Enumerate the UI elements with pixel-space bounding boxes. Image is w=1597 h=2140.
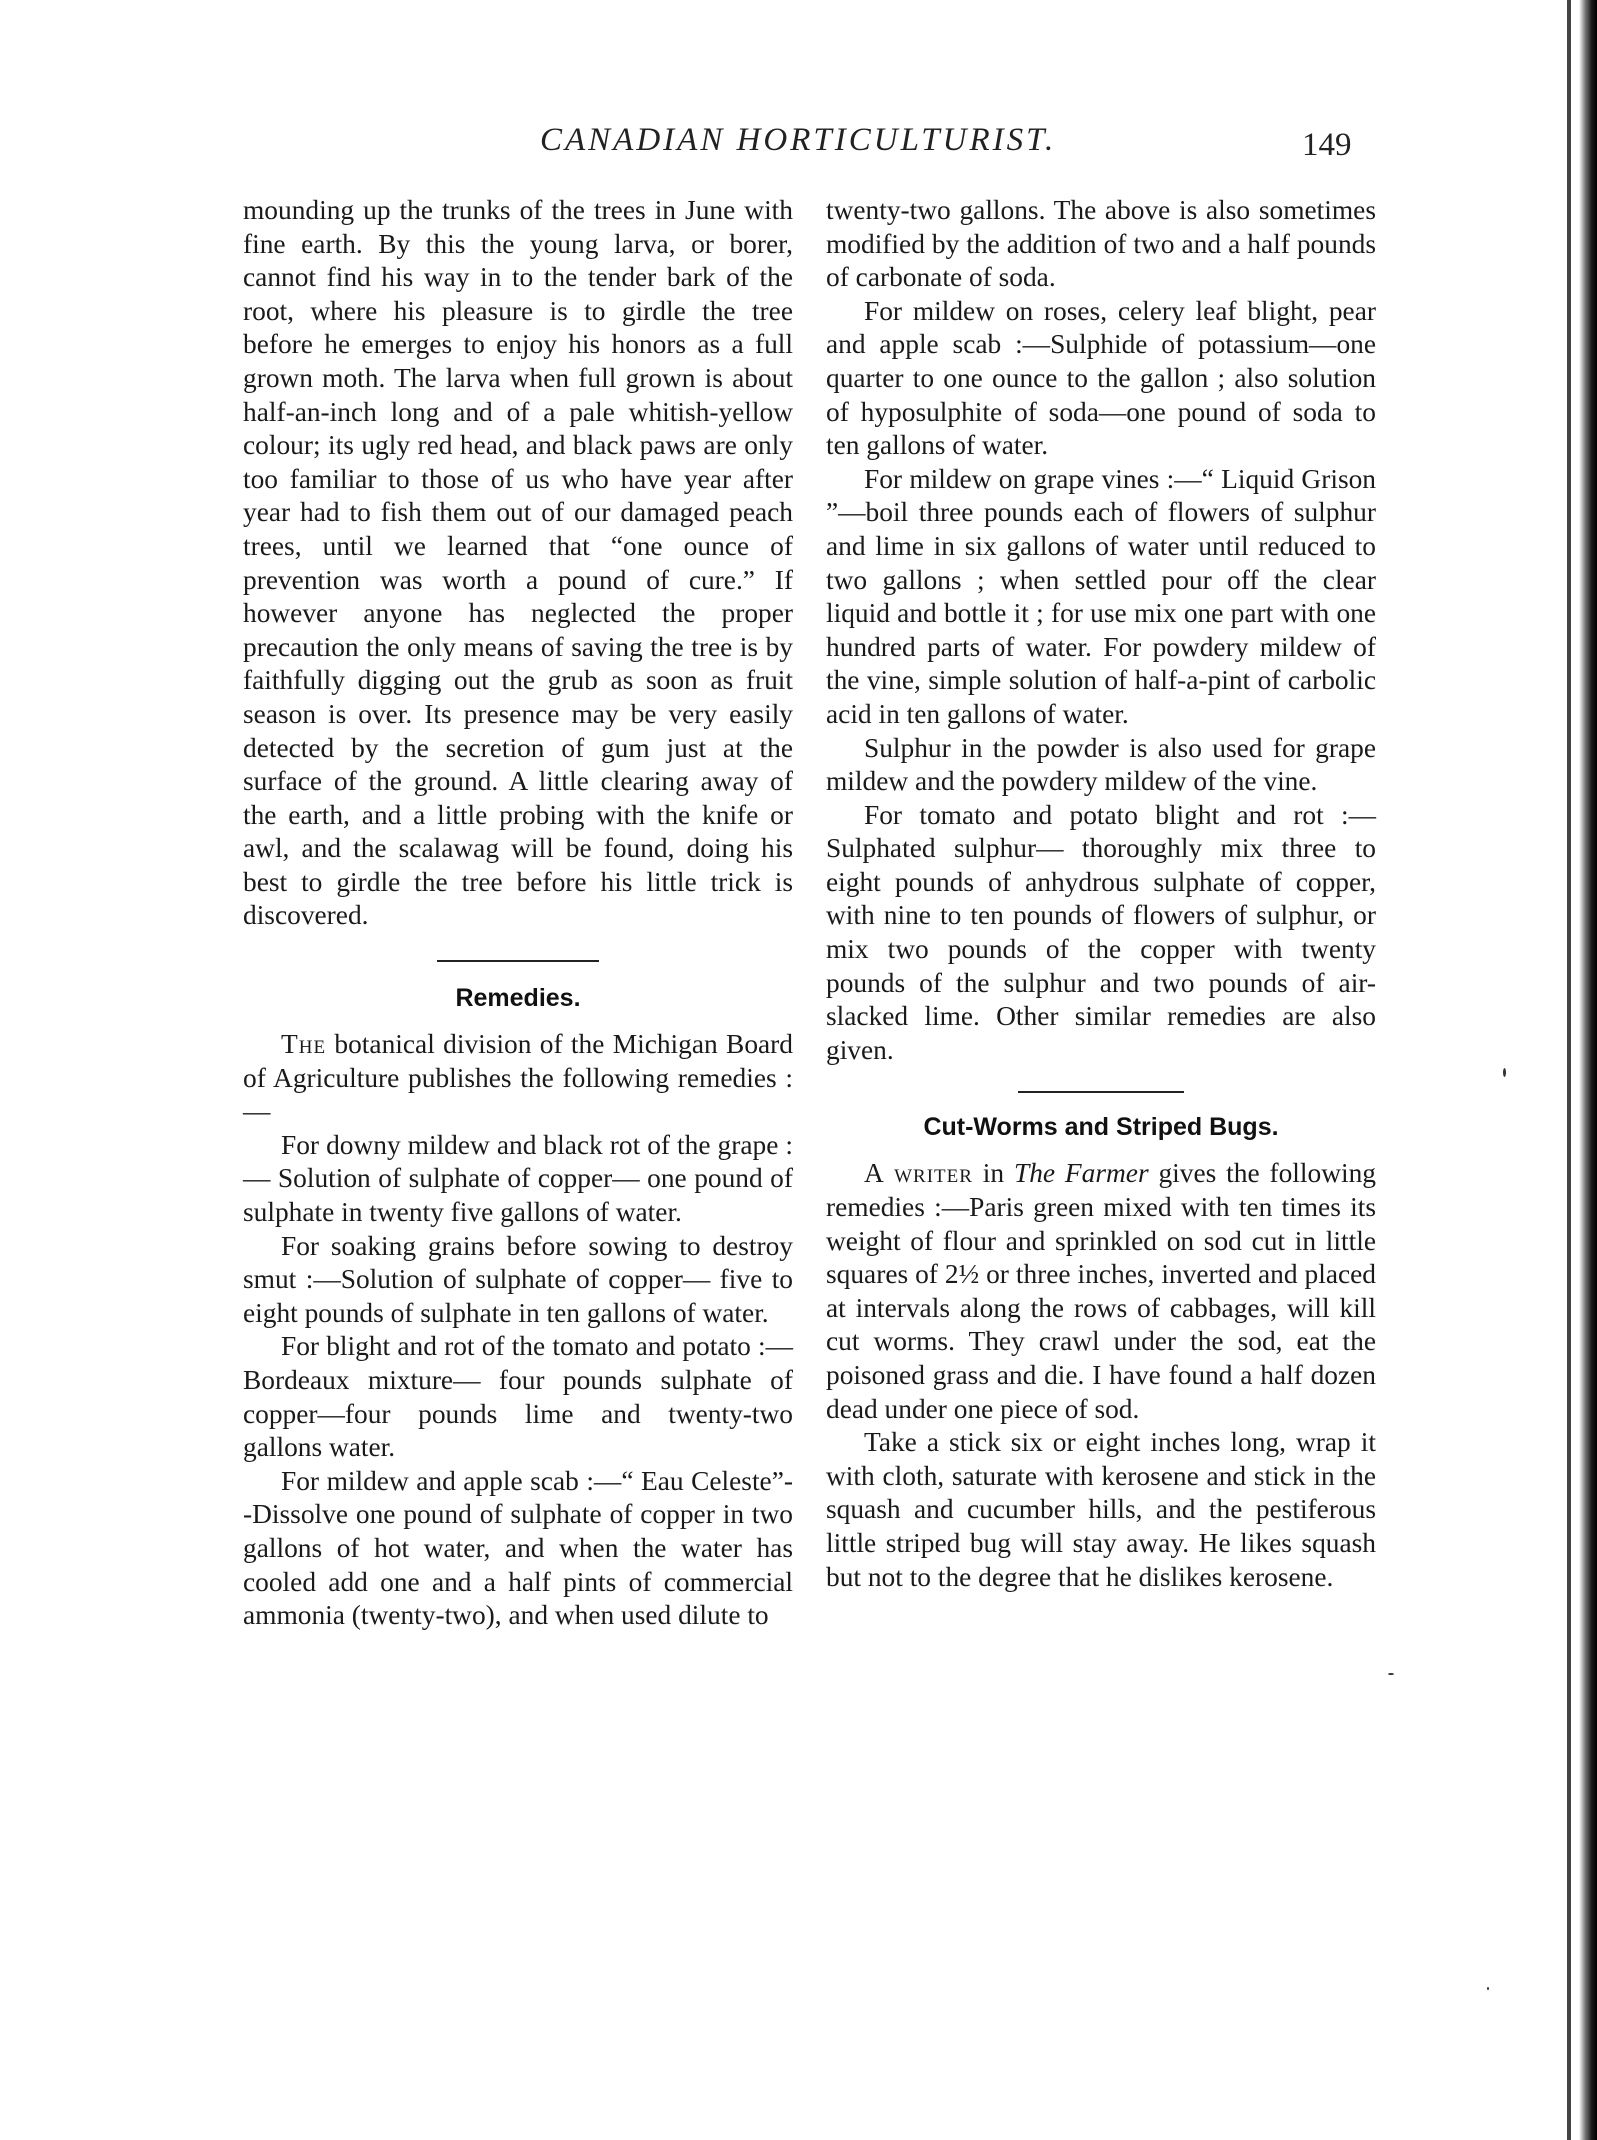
heading-remedies: Remedies.	[455, 984, 581, 1013]
writer-joiner: in	[972, 1158, 1014, 1189]
left-column	[243, 194, 793, 1633]
paragraph-sulphur-powder: Sulphur in the powder is also used for grape mildew and the powdery mildew of the vine.	[826, 732, 1376, 797]
heading-cut-worms: Cut-Worms and Striped Bugs.	[923, 1113, 1279, 1142]
intro-lead-word: The	[281, 1029, 327, 1060]
page-binding-shadow	[1579, 0, 1597, 2140]
print-speck	[1503, 1068, 1506, 1077]
paragraph-soaking-grains: For soaking grains before sowing to destroy smut :—Solution of sulphate of copper— five to eight pounds of sulphate in ten gallons of water.	[243, 1230, 793, 1328]
paragraph-kerosene-stick: Take a stick six or eight inches long, wrap it with cloth, saturate with kerosene and stick in the squash and cucumber hills, and the pestiferous little striped bug will stay away. He likes squash but not to the degree that he dislikes kerosene.	[826, 1427, 1376, 1592]
paragraph-downy-mildew: For downy mildew and black rot of the grape :— Solution of sulphate of copper— one pound of sulphate in twenty five gallons of water.	[243, 1129, 793, 1228]
paragraph-borer-continuation: mounding up the trunks of the trees in June with fine earth. By this the young larva, or borer, cannot find his way in to the tender bark of the root, where his pleasure is to girdle the tree before he emerges to enjoy his honors as a full grown moth. The larva when full grown is about half-an-inch long and of a pale whitish-yellow colour; its ugly red head, and black paws are only too familiar to those of us who have year after year had to fish them out of our damaged peach trees, until we learned that “one ounce of prevention was worth a pound of cure.” If however anyone has neglected the proper precaution the only means of saving the tree is by faithfully digging out the grub as soon as fruit season is over. Its presence may be very easily detected by the secretion of gum just at the surface of the ground. A little clearing away of the earth, and a little probing with the knife or awl, and the scalawag will be found, doing his best to girdle the tree before his little trick is discovered.	[243, 195, 793, 931]
running-title: CANADIAN HORTICULTURIST.	[540, 122, 1057, 158]
paragraph-roses-mildew: For mildew on roses, celery leaf blight, pear and apple scab :—Sulphide of potassium—one quarter to one ounce to the gallon ; also solution of hyposulphite of soda—one pound of soda to ten gallons of water.	[826, 295, 1376, 461]
paragraph-eau-continuation: twenty-two gallons. The above is also sometimes modified by the addition of two and a half pounds of carbonate of soda.	[826, 195, 1376, 293]
section-divider	[1018, 1091, 1184, 1093]
writer-text: gives the following remedies :—Paris green mixed with ten times its weight of flour and sprinkled on sod cut in little squares of 2½ or three inches, inverted and placed at intervals along the rows of cabbages, will kill cut worms. They crawl under the sod, eat the poisoned grass and die. I have found a half dozen dead under one piece of sod.	[826, 1158, 1376, 1424]
print-speck	[1487, 1987, 1489, 1990]
paragraph-eau-celeste: For mildew and apple scab :—“ Eau Celeste”--Dissolve one pound of sulphate of copper in two gallons of hot water, and when the water has cooled add one and a half pints of commercial ammonia (twenty-two), and when used dilute to	[243, 1465, 793, 1631]
publication-title: The Farmer	[1013, 1158, 1149, 1189]
page-binding-edge	[1567, 0, 1571, 2140]
paragraph-blight-rot: For blight and rot of the tomato and potato :— Bordeaux mixture— four pounds sulphate of copper—four pounds lime and twenty-two gallons water.	[243, 1331, 793, 1463]
paragraph-tomato-potato: For tomato and potato blight and rot :—Sulphated sulphur— thoroughly mix three to eight pounds of anhydrous sulphate of copper, with nine to ten pounds of flowers of sulphur, or mix two pounds of the copper with twenty pounds of the sulphur and two pounds of air-slacked lime. Other similar remedies are also given.	[826, 799, 1376, 1065]
right-column	[826, 194, 1376, 1594]
paragraph-remedies-intro	[243, 1028, 793, 1129]
page-number: 149	[1302, 127, 1352, 163]
paragraph-writer-farmer	[826, 1157, 1376, 1426]
print-speck	[1388, 1673, 1394, 1675]
intro-text: botanical division of the Michigan Board of Agriculture publishes the following remedies :—	[243, 1029, 793, 1127]
section-divider	[437, 960, 599, 962]
paragraph-grape-vines: For mildew on grape vines :—“ Liquid Grison ”—boil three pounds each of flowers of sulphur and lime in six gallons of water until reduced to two gallons ; when settled pour off the clear liquid and bottle it ; for use mix one part with one hundred parts of water. For powdery mildew of the vine, simple solution of half-a-pint of carbolic acid in ten gallons of water.	[826, 463, 1376, 729]
writer-lead-words: A writer	[864, 1158, 973, 1189]
